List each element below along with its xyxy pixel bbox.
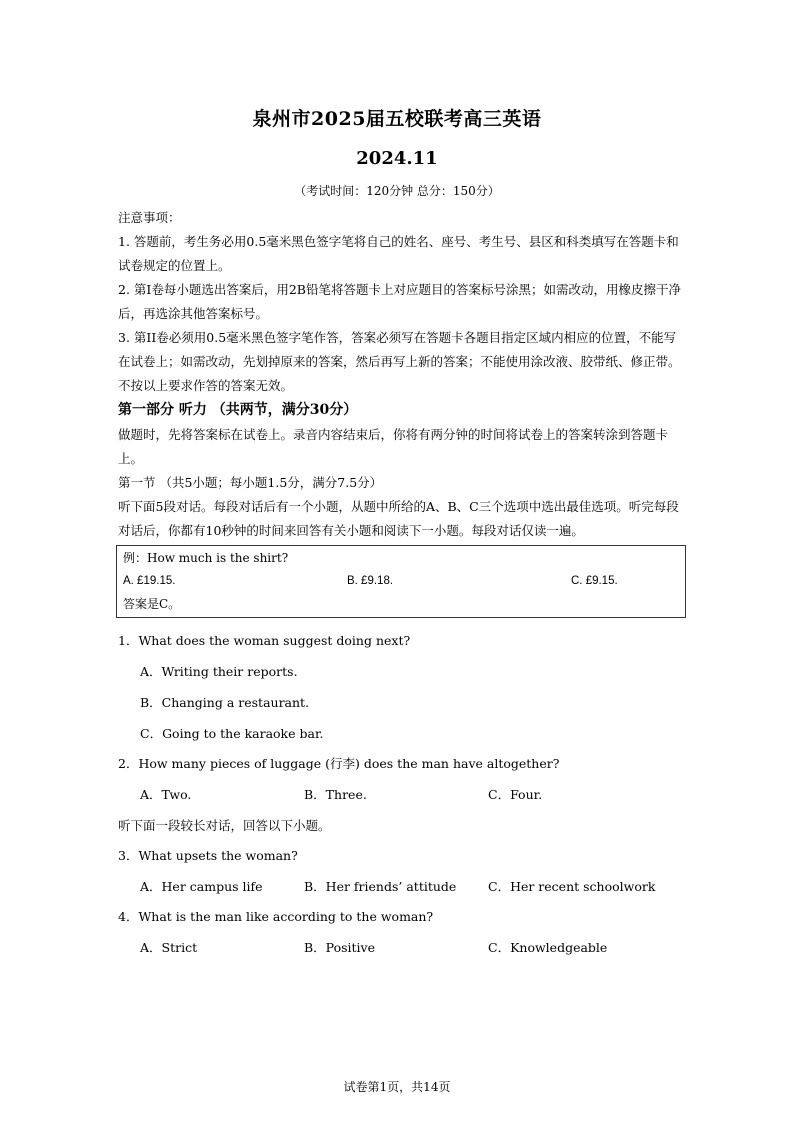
q2-option-b: B．Three. [304,787,367,802]
question-4: 4．What is the man like according to the woman? [118,909,434,924]
note-item: 3. 第II卷必须用0.5毫米黑色签字笔作答，答案必须写在答题卡各题目指定区域内相应的位置，不能写在试卷上；如需改动，先划掉原来的答案，然后再写上新的答案；不能使用涂改液、胶带纸、修正带。不按以上要求作答的答案无效。 [118,330,681,393]
section1-intro: 听下面5段对话。每段对话后有一个小题，从题中所给的A、B、C三个选项中选出最佳选项。听完每段对话后，你都有10秒钟的时间来回答有关小题和阅读下一小题。每段对话仅读一遍。 [118,499,679,538]
part1-intro: 做题时，先将答案标在试卷上。录音内容结束后，你将有两分钟的时间将试卷上的答案转涂到答题卡上。 [118,427,669,466]
example-option-c: C. £9.15. [571,575,618,587]
exam-title: 泉州市2025届五校联考高三英语 [252,108,542,130]
note-item: 2. 第I卷每小题选出答案后，用2B铅笔将答题卡上对应题目的答案标号涂黑；如需改动，用橡皮擦干净后，再选涂其他答案标号。 [118,282,681,321]
q2-option-c: C．Four. [488,787,543,802]
part1-heading: 第一部分 听力 （共两节，满分30分） [118,402,358,418]
example-option-a: A. £19.15. [123,575,176,587]
q4-option-a: A．Strict [140,940,198,955]
q4-options [118,932,686,963]
exam-date: 2024.11 [356,148,438,169]
q3-option-c: C．Her recent schoolwork [488,879,656,894]
example-option-b: B. £9.18. [347,575,394,587]
q1-option-a: A．Writing their reports. [140,664,298,679]
q2-options [118,779,686,810]
section1-heading: 第一节 （共5小题；每小题1.5分，满分7.5分） [118,475,383,490]
q3-options [118,871,686,902]
q1-option-c: C．Going to the karaoke bar. [140,726,324,741]
question-3: 3．What upsets the woman? [118,848,298,863]
q4-option-b: B．Positive [304,940,376,955]
example-box [116,545,686,618]
q1-option-b: B．Changing a restaurant. [140,695,310,710]
exam-content [118,206,686,963]
example-options [123,570,677,593]
notes-heading: 注意事项： [118,210,181,225]
q4-option-c: C．Knowledgeable [488,940,608,955]
page-footer: 试卷第1页，共14页 [343,1080,451,1094]
question-1: 1．What does the woman suggest doing next? [118,633,411,648]
long-dialogue-instruction: 听下面一段较长对话，回答以下小题。 [118,818,331,833]
example-answer: 答案是C。 [123,597,181,611]
note-item: 1. 答题前，考生务必用0.5毫米黑色签字笔将自己的姓名、座号、考生号、县区和科类填写在答题卡和试卷规定的位置上。 [118,234,679,273]
question-2: 2．How many pieces of luggage (行李) does the man have altogether? [118,756,560,771]
q2-option-a: A．Two. [140,787,192,802]
q3-option-b: B．Her friends’ attitude [304,879,457,894]
exam-time-info: （考试时间：120分钟 总分：150分） [294,184,500,198]
example-question: 例：How much is the shirt? [123,551,289,565]
q3-option-a: A．Her campus life [140,879,263,894]
